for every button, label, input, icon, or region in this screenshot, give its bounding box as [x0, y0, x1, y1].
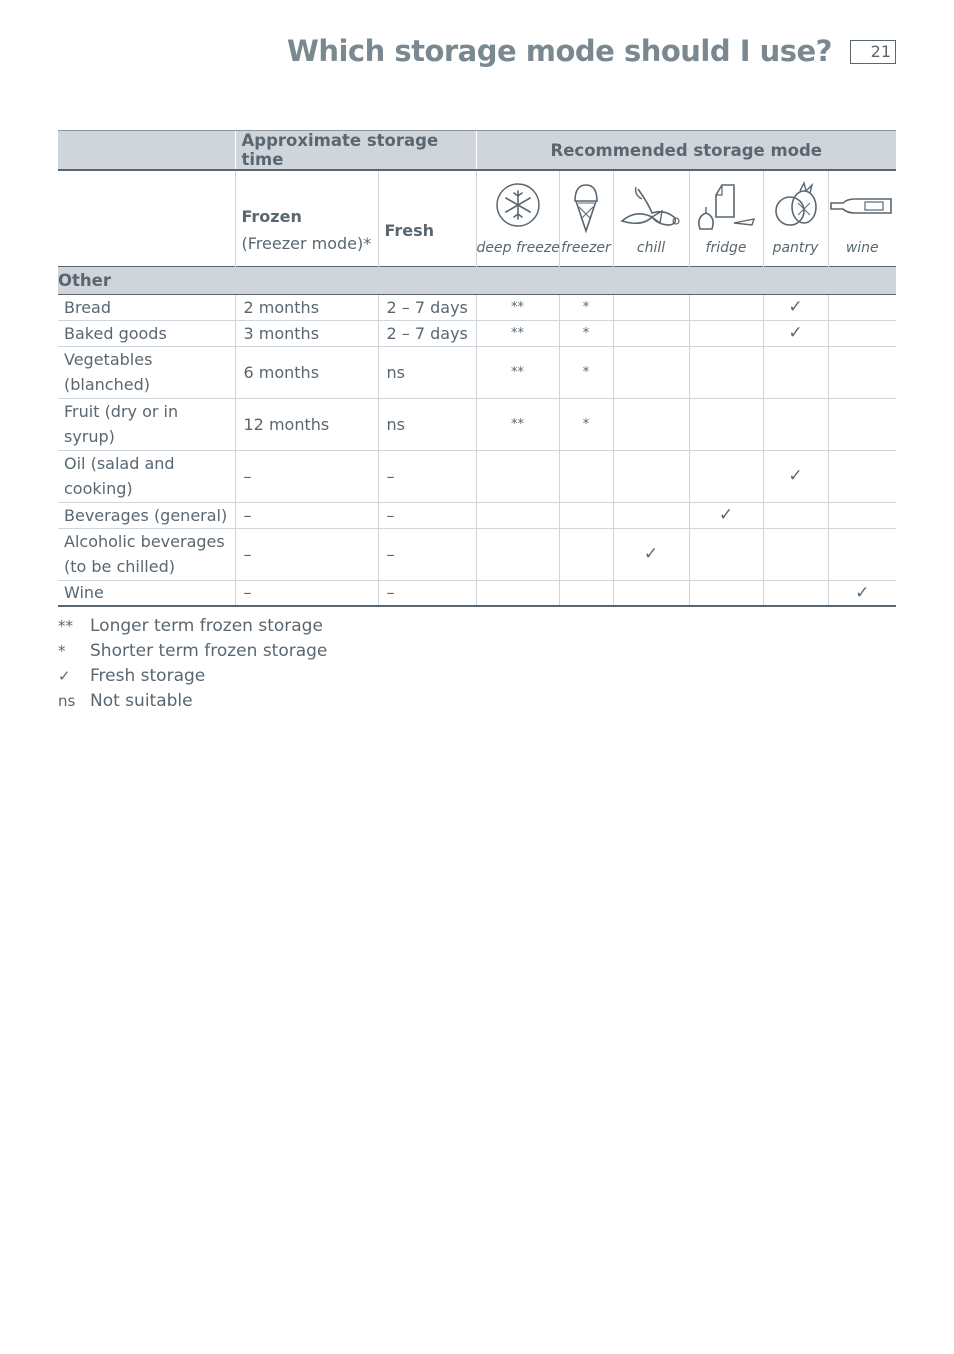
chill-mark: [613, 450, 689, 502]
mode-freezer: [559, 170, 613, 266]
legend-text: Longer term frozen storage: [90, 615, 323, 636]
deep-freeze-mark: **: [476, 398, 559, 450]
frozen-value: 3 months: [235, 320, 378, 346]
frozen-value: –: [235, 528, 378, 580]
frozen-label: Frozen: [241, 207, 302, 227]
mode-label: pantry: [772, 239, 819, 256]
legend-text: Fresh storage: [90, 665, 206, 686]
freezer-mark: [559, 528, 613, 580]
legend-item: [58, 688, 327, 713]
fridge-mark: [689, 528, 763, 580]
freezer-mark: *: [559, 294, 613, 320]
pantry-mark: ✓: [763, 450, 828, 502]
wine-mark: [828, 502, 896, 528]
legend-item: [58, 663, 327, 688]
milk-carton-icon: [690, 181, 763, 229]
pantry-mark: [763, 528, 828, 580]
section-label: Other: [58, 266, 896, 294]
fresh-value: –: [378, 502, 476, 528]
table-row: [58, 450, 896, 502]
mode-label: chill: [636, 239, 666, 256]
storage-table: [58, 130, 896, 607]
item-name: Wine: [58, 580, 235, 606]
column-header-row: [58, 170, 896, 266]
mode-label: freezer: [561, 239, 611, 256]
frozen-value: 12 months: [235, 398, 378, 450]
fridge-mark: [689, 346, 763, 398]
fresh-value: 2 – 7 days: [378, 294, 476, 320]
fridge-mark: [689, 450, 763, 502]
chill-mark: [613, 398, 689, 450]
page-number: 21: [850, 40, 896, 64]
deep-freeze-mark: **: [476, 294, 559, 320]
item-name: Oil (salad and cooking): [58, 450, 235, 502]
item-header: [58, 170, 235, 266]
fresh-value: –: [378, 528, 476, 580]
item-name: Baked goods: [58, 320, 235, 346]
pantry-mark: [763, 398, 828, 450]
table-row: [58, 320, 896, 346]
mode-label: wine: [845, 239, 879, 256]
legend-symbol: *: [58, 641, 66, 660]
frozen-sub-label: (Freezer mode)*: [241, 234, 372, 254]
approx-storage-header: Approximate storage time: [235, 131, 476, 171]
ice-cream-icon: [560, 181, 613, 229]
legend-symbol: ✓: [58, 666, 71, 685]
pantry-mark: [763, 502, 828, 528]
fridge-mark: [689, 320, 763, 346]
chill-mark: [613, 320, 689, 346]
pantry-mark: [763, 580, 828, 606]
frozen-value: 2 months: [235, 294, 378, 320]
wine-mark: [828, 398, 896, 450]
fresh-value: 2 – 7 days: [378, 320, 476, 346]
fresh-value: –: [378, 450, 476, 502]
wine-mark: [828, 294, 896, 320]
fridge-mark: [689, 294, 763, 320]
table-row: [58, 398, 896, 450]
wine-mark: [828, 450, 896, 502]
blank-header: [58, 131, 235, 171]
table-row: [58, 580, 896, 606]
snowflake-icon: [477, 181, 559, 229]
freezer-mark: [559, 450, 613, 502]
pantry-mark: ✓: [763, 294, 828, 320]
mode-deep-freeze: [476, 170, 559, 266]
legend: [58, 613, 327, 713]
pantry-mark: [763, 346, 828, 398]
fresh-label: Fresh: [384, 220, 435, 240]
wine-bottle-icon: [829, 181, 897, 229]
table-row: [58, 346, 896, 398]
table-row: [58, 528, 896, 580]
legend-item: [58, 638, 327, 663]
wine-mark: ✓: [828, 580, 896, 606]
frozen-value: –: [235, 580, 378, 606]
mode-chill: [613, 170, 689, 266]
mode-fridge: [689, 170, 763, 266]
mode-pantry: [763, 170, 828, 266]
deep-freeze-mark: [476, 502, 559, 528]
deep-freeze-mark: [476, 580, 559, 606]
fridge-mark: [689, 398, 763, 450]
chill-mark: [613, 580, 689, 606]
legend-item: [58, 613, 327, 638]
freezer-mark: [559, 502, 613, 528]
freezer-mark: *: [559, 398, 613, 450]
frozen-value: 6 months: [235, 346, 378, 398]
mode-label: fridge: [705, 239, 747, 256]
chill-mark: [613, 346, 689, 398]
wine-mark: [828, 346, 896, 398]
legend-text: Not suitable: [90, 690, 193, 711]
table-row: [58, 502, 896, 528]
deep-freeze-mark: **: [476, 346, 559, 398]
mode-wine: [828, 170, 896, 266]
freezer-mark: [559, 580, 613, 606]
recommended-mode-header: Recommended storage mode: [476, 131, 896, 171]
frozen-value: –: [235, 450, 378, 502]
chill-mark: [613, 294, 689, 320]
legend-symbol: **: [58, 616, 73, 635]
deep-freeze-mark: **: [476, 320, 559, 346]
freezer-mark: *: [559, 320, 613, 346]
fruit-icon: [764, 181, 828, 229]
wine-mark: [828, 528, 896, 580]
fresh-value: ns: [378, 346, 476, 398]
fresh-value: –: [378, 580, 476, 606]
legend-text: Shorter term frozen storage: [90, 640, 328, 661]
item-name: Alcoholic beverages (to be chilled): [58, 528, 235, 580]
legend-symbol: ns: [58, 691, 76, 710]
pantry-mark: ✓: [763, 320, 828, 346]
fresh-value: ns: [378, 398, 476, 450]
chill-mark: ✓: [613, 528, 689, 580]
deep-freeze-mark: [476, 450, 559, 502]
item-name: Fruit (dry or in syrup): [58, 398, 235, 450]
fresh-header: [378, 170, 476, 266]
fridge-mark: [689, 580, 763, 606]
fish-icon: [614, 181, 689, 229]
chill-mark: [613, 502, 689, 528]
item-name: Beverages (general): [58, 502, 235, 528]
section-row: [58, 266, 896, 294]
frozen-value: –: [235, 502, 378, 528]
wine-mark: [828, 320, 896, 346]
item-name: Vegetables (blanched): [58, 346, 235, 398]
page-title: Which storage mode should I use?: [286, 34, 832, 68]
item-name: Bread: [58, 294, 235, 320]
deep-freeze-mark: [476, 528, 559, 580]
frozen-header: [235, 170, 378, 266]
freezer-mark: *: [559, 346, 613, 398]
table-row: [58, 294, 896, 320]
mode-label: deep freeze: [476, 239, 560, 256]
group-header-row: [58, 131, 896, 171]
fridge-mark: ✓: [689, 502, 763, 528]
